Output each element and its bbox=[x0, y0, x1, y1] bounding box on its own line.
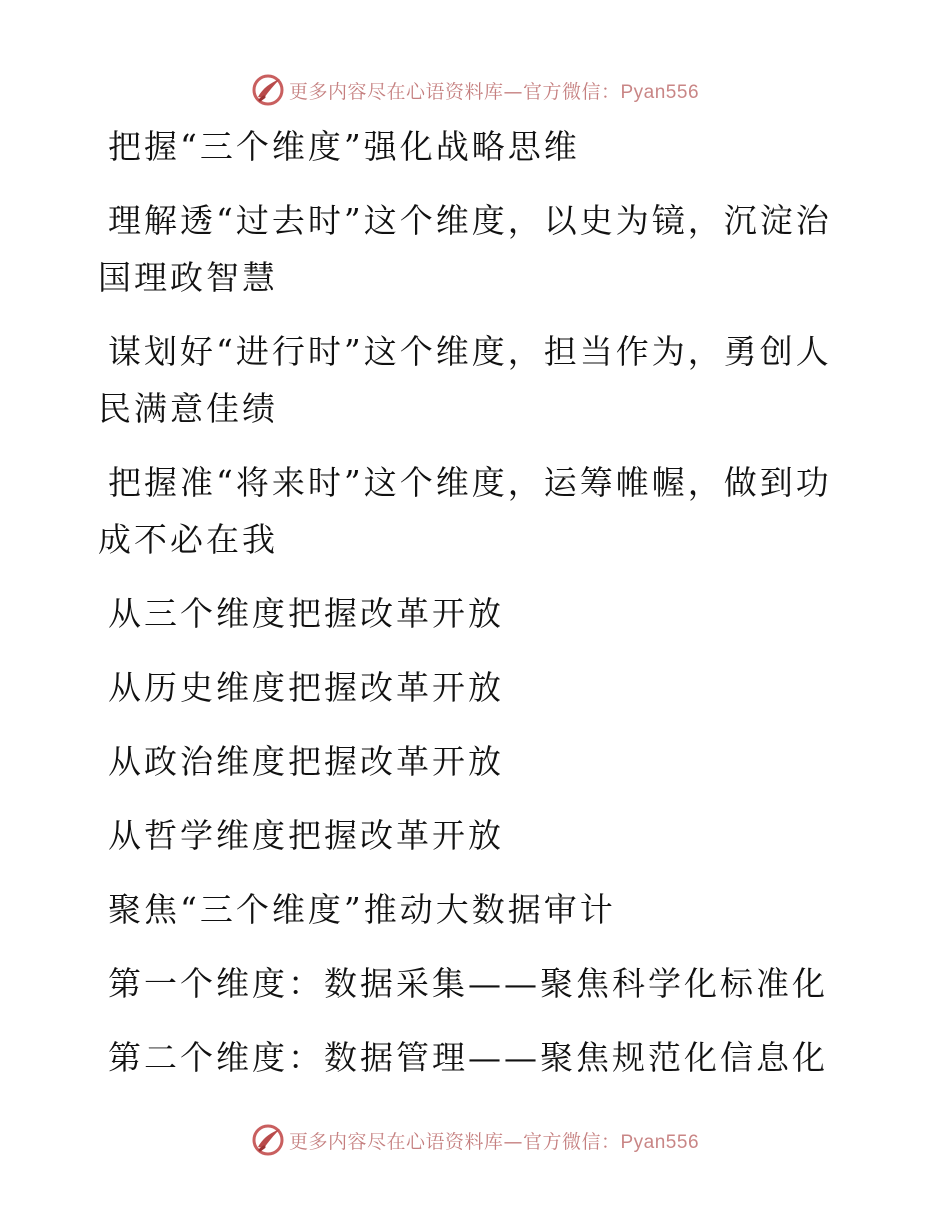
paragraph-7: 从政治维度把握改革开放 bbox=[108, 742, 504, 781]
paragraph-1: 把握“三个维度”强化战略思维 bbox=[108, 127, 580, 166]
paragraph-10: 第一个维度：数据采集——聚焦科学化标准化 bbox=[108, 964, 828, 1003]
document-body bbox=[98, 118, 838, 1103]
watermark-text: 更多内容尽在心语资料库—官方微信：Pyan556 bbox=[288, 1130, 700, 1153]
paragraph-5: 从三个维度把握改革开放 bbox=[108, 594, 504, 633]
paragraph-8: 从哲学维度把握改革开放 bbox=[108, 816, 504, 855]
wechat-id: Pyan556 bbox=[620, 81, 700, 103]
paragraph-6: 从历史维度把握改革开放 bbox=[108, 668, 504, 707]
header-watermark bbox=[0, 70, 950, 110]
paragraph-4: 把握准“将来时”这个维度，运筹帷幄，做到功成不必在我 bbox=[98, 463, 832, 559]
footer-watermark bbox=[0, 1120, 950, 1160]
paragraph-11: 第二个维度：数据管理——聚焦规范化信息化 bbox=[108, 1038, 828, 1077]
brush-logo-icon bbox=[251, 1123, 285, 1157]
paragraph-2: 理解透“过去时”这个维度，以史为镜，沉淀治国理政智慧 bbox=[98, 201, 832, 297]
wechat-id: Pyan556 bbox=[620, 1131, 700, 1153]
brush-logo-icon bbox=[251, 73, 285, 107]
paragraph-9: 聚焦“三个维度”推动大数据审计 bbox=[108, 890, 616, 929]
watermark-text: 更多内容尽在心语资料库—官方微信：Pyan556 bbox=[288, 80, 700, 103]
paragraph-3: 谋划好“进行时”这个维度，担当作为，勇创人民满意佳绩 bbox=[98, 332, 832, 428]
